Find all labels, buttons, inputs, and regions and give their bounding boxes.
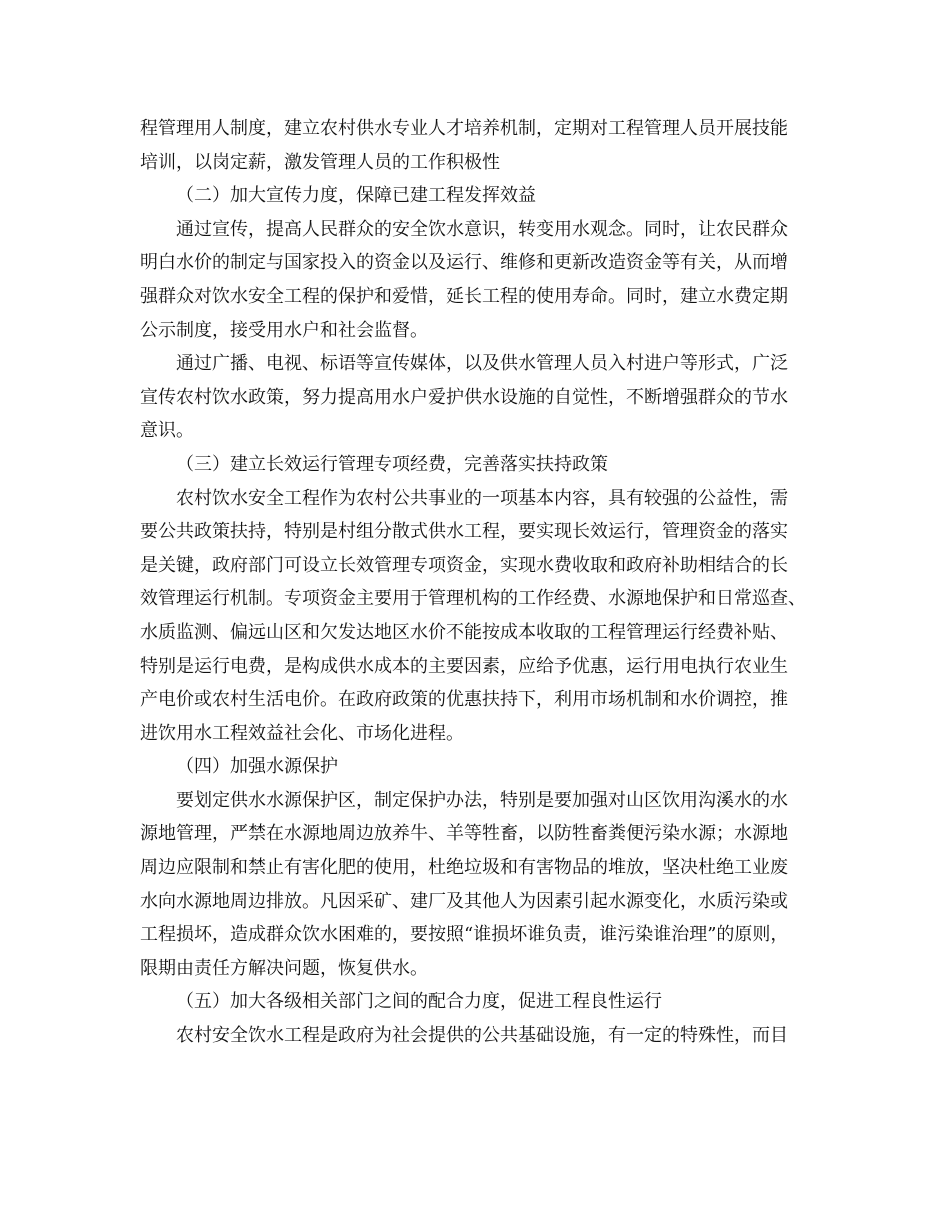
document-body [140,112,812,1053]
text-line: 产电价或农村生活电价。在政府政策的优惠扶持下，利用市场机制和水价调控，推 [140,689,788,711]
text-line: 公示制度，接受用水户和社会监督。 [140,319,428,341]
section-heading: （三）建立长效运行管理专项经费，完善落实扶持政策 [176,453,608,475]
text-line: 程管理用人制度，建立农村供水专业人才培养机制，定期对工程管理人员开展技能 [140,118,788,139]
paragraph-start: 通过宣传，提高人民群众的安全饮水意识，转变用水观念。同时，让农民群众 [176,218,788,240]
text-line: 限期由责任方解决问题，恢复供水。 [140,957,428,979]
text-line: 周边应限制和禁止有害化肥的使用，杜绝垃圾和有害物品的堆放，坚决杜绝工业废 [140,857,788,879]
paragraph-start: 农村安全饮水工程是政府为社会提供的公共基础设施，有一定的特殊性，而目 [176,1025,788,1047]
text-line: 是关键，政府部门可设立长效管理专项资金，实现水费收取和政府补助相结合的长 [140,554,788,576]
text-line: 要公共政策扶持，特别是村组分散式供水工程，要实现长效运行，管理资金的落实 [140,521,788,543]
text-line: 培训，以岗定薪，激发管理人员的工作积极性 [140,151,500,173]
text-line: 工程损坏，造成群众饮水困难的，要按照“谁损坏谁负责，谁污染谁治理”的原则， [140,924,789,946]
text-line: 明白水价的制定与国家投入的资金以及运行、维修和更新改造资金等有关，从而增 [140,252,788,274]
text-line: 水向水源地周边排放。凡因采矿、建厂及其他人为因素引起水源变化，水质污染或 [140,890,788,912]
text-line: 特别是运行电费，是构成供水成本的主要因素，应给予优惠，运行用电执行农业生 [140,655,788,677]
text-line: 意识。 [140,420,194,442]
paragraph-start: 农村饮水安全工程作为农村公共事业的一项基本内容，具有较强的公益性，需 [176,487,788,509]
text-line: 宣传农村饮水政策，努力提高用水户爱护供水设施的自觉性，不断增强群众的节水 [140,386,788,408]
text-line: 效管理运行机制。专项资金主要用于管理机构的工作经费、水源地保护和日常巡查、 [140,588,806,610]
text-line: 源地管理，严禁在水源地周边放养牛、羊等牲畜，以防牲畜粪便污染水源；水源地 [140,823,788,845]
section-heading: （四）加强水源保护 [176,756,338,778]
text-line: 强群众对饮水安全工程的保护和爱惜，延长工程的使用寿命。同时，建立水费定期 [140,285,788,307]
text-line: 水质监测、偏远山区和欠发达地区水价不能按成本收取的工程管理运行经费补贴、 [140,621,788,643]
paragraph-start: 通过广播、电视、标语等宣传媒体，以及供水管理人员入村进户等形式，广泛 [176,353,788,375]
paragraph-start: 要划定供水水源保护区，制定保护办法，特别是要加强对山区饮用沟溪水的水 [176,789,788,811]
text-line: 进饮用水工程效益社会化、市场化进程。 [140,722,464,744]
section-heading: （五）加大各级相关部门之间的配合力度，促进工程良性运行 [176,991,662,1013]
section-heading: （二）加大宣传力度，保障已建工程发挥效益 [176,185,536,207]
